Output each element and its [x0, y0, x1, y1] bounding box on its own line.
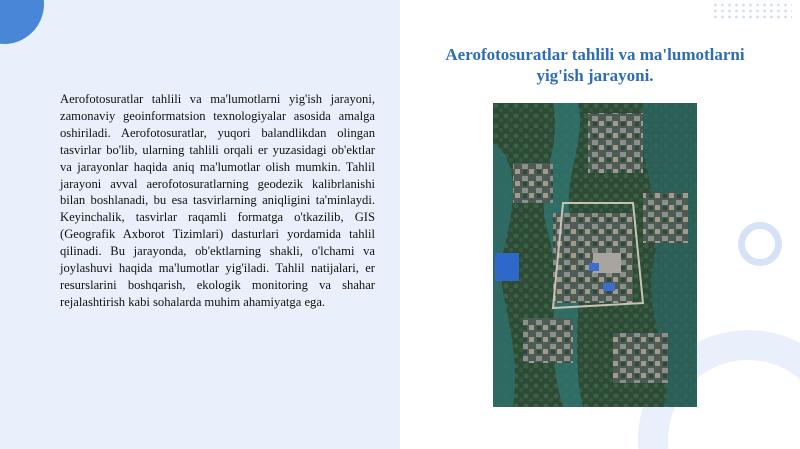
right-panel [400, 0, 800, 449]
aerial-photo-image [493, 103, 697, 407]
body-text: Aerofotosuratlar tahlili va ma'lumotlarni yig'ish jarayoni, zamonaviy geoinformatsion texnologiyalar asosida amalga oshiriladi. Aerofotosuratlar, yuqori balandlikdan olingan tasvirlar bo'lib, ularning tahlili orqali er yuzasidagi ob'ektlar va jarayonlar haqida aniq ma'lumotlar olish mumkin. Tahlil jarayoni avval aerofotosuratlarning geodezik kalibrlanishi bilan boshlanadi, bu esa tasvirlarning aniqligini ta'minlaydi. Keyinchalik, tasvirlar raqamli formatga o'tkazilib, GIS (Geografik Axborot Tizimlari) dasturlari yordamida tahlil qilinadi. Bu jarayonda, ob'ektlarning shakli, o'lchami va joylashuvi haqida ma'lumotlar yig'iladi. Tahlil natijalari, er resurslarini boshqarish, ekologik monitoring va shahar rejalashtirish kabi sohalarda muhim ahamiyatga ega. [60, 92, 375, 309]
aerial-photo [493, 103, 697, 407]
slide-title: Aerofotosuratlar tahlili va ma'lumotlarni yig'ish jarayoni. [445, 45, 745, 85]
corner-decoration [0, 0, 44, 44]
dot-grid-decoration [712, 2, 792, 20]
ring-decoration [738, 222, 782, 266]
